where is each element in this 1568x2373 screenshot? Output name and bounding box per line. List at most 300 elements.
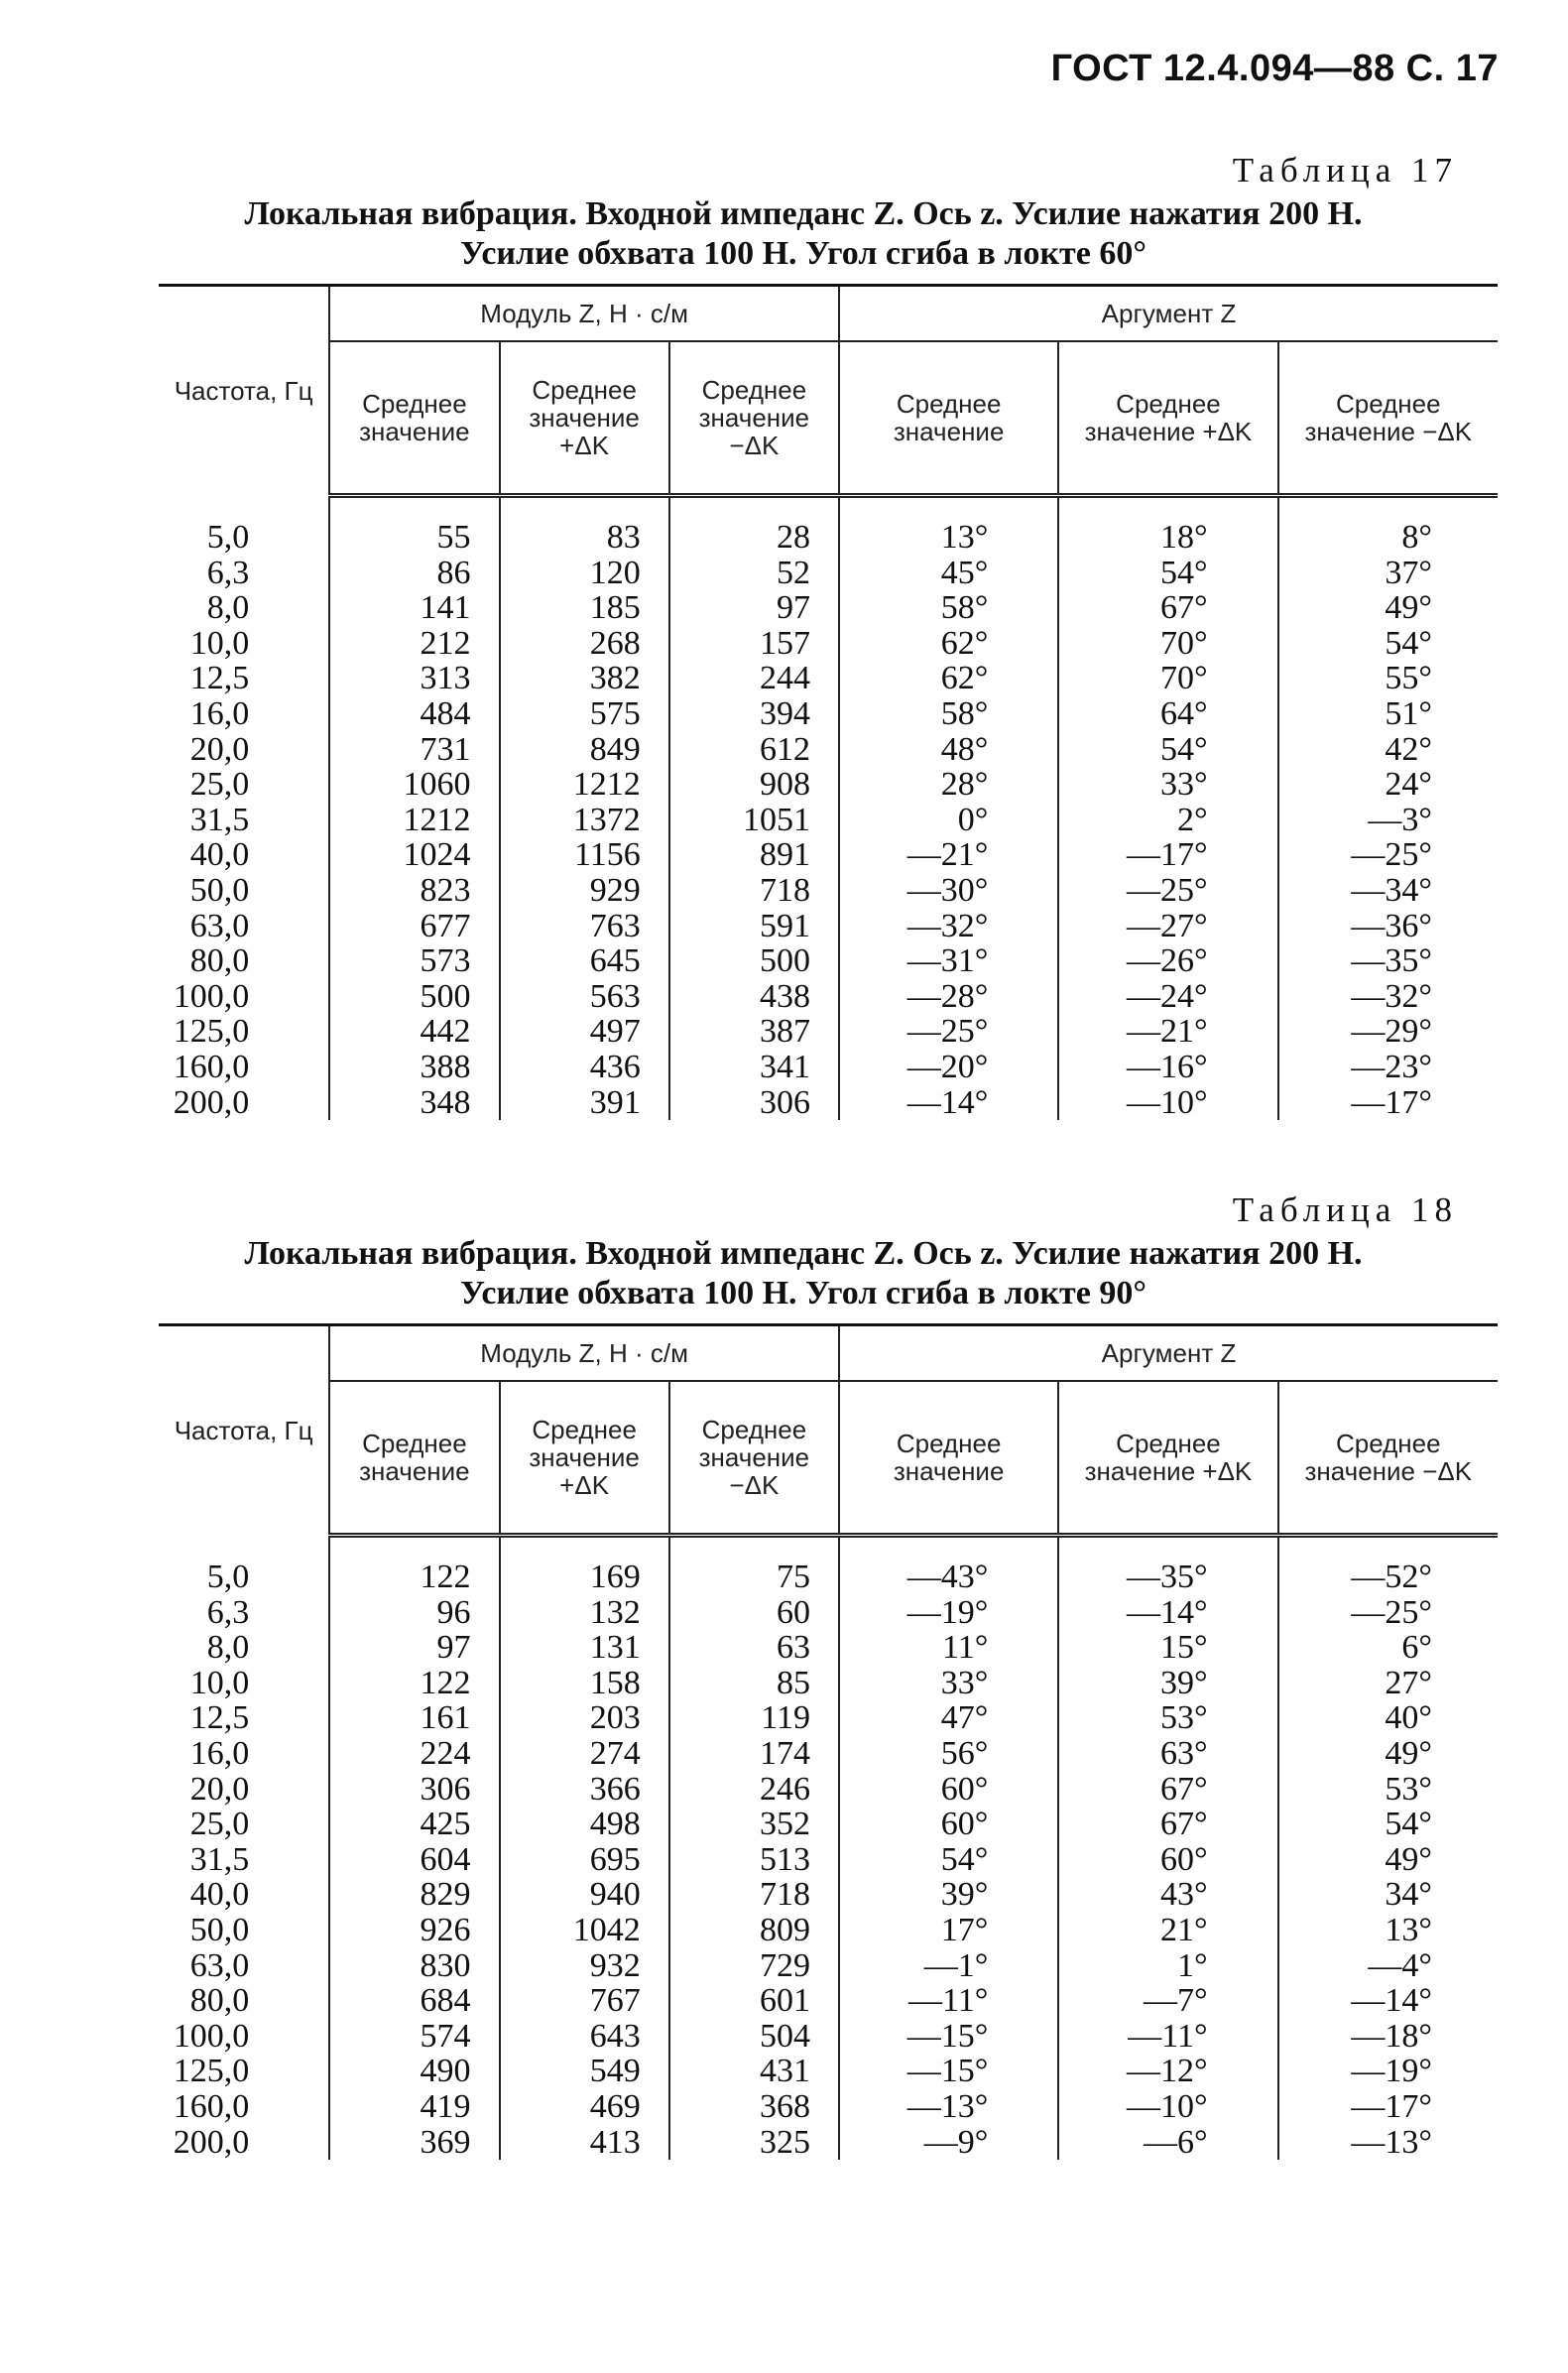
spacer-cell [839, 1536, 1058, 1561]
modulus-cell: 97 [669, 590, 839, 626]
argument-cell: 13° [1385, 1911, 1432, 1948]
modulus-cell: 203 [500, 1700, 669, 1736]
table-row [159, 556, 1498, 591]
frequency-cell: 12,5 [159, 661, 329, 696]
argument-cell: —25° [1351, 1593, 1432, 1631]
modulus-cell: 419 [329, 2089, 499, 2125]
modulus-cell: 645 [500, 943, 669, 979]
argument-cell: —15° [839, 2019, 1058, 2055]
modulus-cell: 1156 [500, 837, 669, 873]
modulus-cell: 695 [500, 1842, 669, 1878]
column-header: Среднее значение [329, 341, 499, 496]
spacer-cell [329, 1536, 499, 1561]
table-title-line: Локальная вибрация. Входной импеданс Z. Ось z. Усилие нажатия 200 Н. [244, 1235, 1363, 1272]
frequency-cell: 10,0 [159, 1666, 329, 1701]
spacer-cell [500, 496, 669, 521]
table-row [159, 520, 1498, 556]
modulus-cell: 549 [500, 2054, 669, 2089]
modulus-cell: 394 [669, 696, 839, 732]
argument-cell: 33° [1058, 767, 1277, 803]
argument-cell: —43° [839, 1560, 1058, 1595]
modulus-cell: 85 [669, 1666, 839, 1701]
modulus-cell: 500 [329, 979, 499, 1015]
argument-cell: —10° [1058, 1085, 1277, 1121]
argument-cell: 60° [839, 1772, 1058, 1808]
spacer-row [159, 496, 1498, 521]
argument-cell: —17° [1351, 1083, 1432, 1121]
argument-cell: 67° [1058, 590, 1277, 626]
frequency-cell: 63,0 [159, 909, 329, 944]
table-label: Таблица 18 [1232, 1190, 1458, 1229]
modulus-cell: 823 [329, 873, 499, 909]
modulus-cell: 174 [669, 1736, 839, 1772]
modulus-cell: 677 [329, 909, 499, 944]
modulus-cell: 185 [500, 590, 669, 626]
modulus-cell: 141 [329, 590, 499, 626]
column-header: Среднее значение +ΔK [500, 341, 669, 496]
modulus-cell: 1060 [329, 767, 499, 803]
argument-cell: —15° [839, 2054, 1058, 2089]
spacer-cell [159, 1536, 329, 1561]
modulus-cell: 274 [500, 1736, 669, 1772]
argument-cell: —24° [1058, 979, 1277, 1015]
table-row [159, 837, 1498, 873]
column-header: Среднее значение +ΔK [1058, 341, 1277, 496]
argument-cell: 54° [1058, 732, 1277, 768]
argument-cell: —27° [1058, 909, 1277, 944]
argument-cell: 24° [1385, 766, 1432, 804]
table-row [159, 1700, 1498, 1736]
modulus-cell: 387 [669, 1014, 839, 1050]
table-body [159, 1536, 1498, 2161]
modulus-header: Модуль Z, Н · с/м [329, 286, 839, 342]
argument-cell: 53° [1058, 1700, 1277, 1736]
modulus-cell: 718 [669, 873, 839, 909]
table-body [159, 496, 1498, 1121]
argument-cell: 58° [839, 590, 1058, 626]
argument-cell: —11° [1058, 2019, 1277, 2055]
argument-cell: 67° [1058, 1807, 1277, 1842]
table-row [159, 2019, 1498, 2055]
argument-cell: 34° [1385, 1876, 1432, 1914]
table-row [159, 873, 1498, 909]
frequency-cell: 50,0 [159, 1913, 329, 1948]
modulus-cell: 120 [500, 556, 669, 591]
table-title [159, 194, 1498, 274]
argument-cell: —36° [1351, 907, 1432, 944]
modulus-cell: 161 [329, 1700, 499, 1736]
modulus-cell: 497 [500, 1014, 669, 1050]
frequency-cell: 80,0 [159, 943, 329, 979]
argument-cell: —16° [1058, 1050, 1277, 1085]
modulus-cell: 484 [329, 696, 499, 732]
argument-cell: 58° [839, 696, 1058, 732]
modulus-cell: 469 [500, 2089, 669, 2125]
argument-cell: 2° [1058, 803, 1277, 838]
argument-cell: 8° [1401, 519, 1432, 556]
modulus-cell: 563 [500, 979, 669, 1015]
frequency-cell: 16,0 [159, 696, 329, 732]
table-row [159, 1983, 1498, 2019]
argument-cell: 62° [839, 661, 1058, 696]
table-row [159, 2054, 1498, 2089]
table-label: Таблица 17 [1232, 151, 1458, 189]
modulus-cell: 498 [500, 1807, 669, 1842]
argument-cell: 45° [839, 556, 1058, 591]
argument-cell: —52° [1351, 1559, 1432, 1595]
argument-cell: —7° [1058, 1983, 1277, 2019]
argument-cell: —9° [839, 2125, 1058, 2161]
modulus-cell: 940 [500, 1877, 669, 1913]
frequency-cell: 50,0 [159, 873, 329, 909]
modulus-cell: 436 [500, 1050, 669, 1085]
modulus-cell: 131 [500, 1630, 669, 1666]
table-row [159, 803, 1498, 838]
spacer-cell [669, 496, 839, 521]
modulus-cell: 348 [329, 1085, 499, 1121]
argument-cell: 15° [1058, 1630, 1277, 1666]
table-17-block [159, 149, 1498, 1120]
argument-cell: 63° [1058, 1736, 1277, 1772]
modulus-cell: 929 [500, 873, 669, 909]
data-table [159, 1323, 1498, 2160]
argument-cell: —19° [1351, 2053, 1432, 2090]
argument-cell: 54° [1058, 556, 1277, 591]
modulus-cell: 96 [329, 1595, 499, 1631]
argument-cell: —32° [839, 909, 1058, 944]
spacer-cell [329, 496, 499, 521]
spacer-cell [1278, 496, 1498, 521]
modulus-cell: 575 [500, 696, 669, 732]
argument-cell: 54° [1385, 624, 1432, 662]
frequency-cell: 40,0 [159, 837, 329, 873]
table-row [159, 1595, 1498, 1631]
modulus-cell: 604 [329, 1842, 499, 1878]
argument-cell: 56° [839, 1736, 1058, 1772]
modulus-cell: 932 [500, 1948, 669, 1984]
modulus-cell: 926 [329, 1913, 499, 1948]
argument-cell: 42° [1385, 730, 1432, 768]
modulus-cell: 891 [669, 837, 839, 873]
argument-cell: 13° [839, 520, 1058, 556]
argument-cell: —14° [1058, 1595, 1277, 1631]
table-row [159, 979, 1498, 1015]
modulus-cell: 341 [669, 1050, 839, 1085]
modulus-cell: 352 [669, 1807, 839, 1842]
table-title-line: Усилие обхвата 100 Н. Угол сгиба в локте 90° [460, 1275, 1146, 1311]
frequency-cell: 8,0 [159, 1630, 329, 1666]
argument-cell: 6° [1401, 1629, 1432, 1667]
modulus-cell: 1212 [500, 767, 669, 803]
argument-cell: 55° [1385, 660, 1432, 697]
argument-header: Аргумент Z [839, 1325, 1498, 1382]
frequency-header: Частота, Гц [159, 1325, 329, 1536]
modulus-cell: 500 [669, 943, 839, 979]
modulus-cell: 306 [669, 1085, 839, 1121]
argument-cell: —35° [1058, 1560, 1277, 1595]
argument-cell: 70° [1058, 626, 1277, 662]
modulus-cell: 224 [329, 1736, 499, 1772]
table-18-block [159, 1188, 1498, 2160]
argument-cell: —6° [1058, 2125, 1277, 2161]
modulus-cell: 119 [669, 1700, 839, 1736]
data-table [159, 284, 1498, 1120]
argument-cell: —26° [1058, 943, 1277, 979]
frequency-cell: 25,0 [159, 1807, 329, 1842]
table-row [159, 2125, 1498, 2161]
modulus-cell: 612 [669, 732, 839, 768]
modulus-cell: 75 [669, 1560, 839, 1595]
table-row [159, 1772, 1498, 1808]
column-header: Среднее значение −ΔK [669, 341, 839, 496]
argument-cell: 17° [839, 1913, 1058, 1948]
table-row [159, 696, 1498, 732]
modulus-cell: 573 [329, 943, 499, 979]
table-row [159, 2089, 1498, 2125]
argument-cell: 0° [839, 803, 1058, 838]
modulus-cell: 829 [329, 1877, 499, 1913]
argument-cell: —30° [839, 873, 1058, 909]
table-row [159, 1877, 1498, 1913]
frequency-cell: 160,0 [159, 1050, 329, 1085]
argument-cell: —25° [1058, 873, 1277, 909]
frequency-cell: 40,0 [159, 1877, 329, 1913]
argument-cell: —21° [1058, 1014, 1277, 1050]
argument-cell: —25° [839, 1014, 1058, 1050]
modulus-cell: 52 [669, 556, 839, 591]
modulus-cell: 442 [329, 1014, 499, 1050]
argument-header: Аргумент Z [839, 286, 1498, 342]
modulus-cell: 122 [329, 1560, 499, 1595]
frequency-cell: 160,0 [159, 2089, 329, 2125]
modulus-cell: 212 [329, 626, 499, 662]
argument-cell: 39° [839, 1877, 1058, 1913]
frequency-header: Частота, Гц [159, 286, 329, 496]
argument-cell: 60° [839, 1807, 1058, 1842]
argument-cell: —21° [839, 837, 1058, 873]
modulus-cell: 158 [500, 1666, 669, 1701]
argument-cell: 54° [839, 1842, 1058, 1878]
table-title [159, 1234, 1498, 1313]
table-row [159, 590, 1498, 626]
modulus-cell: 268 [500, 626, 669, 662]
argument-cell: 60° [1058, 1842, 1277, 1878]
table-row [159, 1736, 1498, 1772]
argument-cell: 64° [1058, 696, 1277, 732]
argument-cell: 28° [839, 767, 1058, 803]
argument-cell: 53° [1385, 1770, 1432, 1808]
frequency-cell: 16,0 [159, 1736, 329, 1772]
spacer-cell [159, 496, 329, 521]
modulus-cell: 366 [500, 1772, 669, 1808]
modulus-cell: 86 [329, 556, 499, 591]
argument-cell: —20° [839, 1050, 1058, 1085]
modulus-cell: 591 [669, 909, 839, 944]
modulus-cell: 425 [329, 1807, 499, 1842]
argument-cell: 47° [839, 1700, 1058, 1736]
frequency-cell: 63,0 [159, 1948, 329, 1984]
argument-cell: 49° [1385, 1734, 1432, 1772]
frequency-cell: 10,0 [159, 626, 329, 662]
column-header: Среднее значение [839, 1381, 1058, 1536]
argument-cell: 39° [1058, 1666, 1277, 1701]
modulus-cell: 169 [500, 1560, 669, 1595]
spacer-row [159, 1536, 1498, 1561]
argument-cell: —4° [1368, 1946, 1432, 1984]
argument-cell: 21° [1058, 1913, 1277, 1948]
argument-cell: 49° [1385, 589, 1432, 627]
column-header: Среднее значение −ΔK [1278, 1381, 1498, 1536]
argument-cell: —14° [839, 1085, 1058, 1121]
argument-cell: —10° [1058, 2089, 1277, 2125]
modulus-cell: 643 [500, 2019, 669, 2055]
table-row [159, 767, 1498, 803]
argument-cell: —3° [1368, 801, 1432, 838]
modulus-cell: 431 [669, 2054, 839, 2089]
argument-cell: 1° [1058, 1948, 1277, 1984]
modulus-header: Модуль Z, Н · с/м [329, 1325, 839, 1382]
modulus-cell: 849 [500, 732, 669, 768]
modulus-cell: 490 [329, 2054, 499, 2089]
argument-cell: 18° [1058, 520, 1277, 556]
modulus-cell: 438 [669, 979, 839, 1015]
spacer-cell [1278, 1536, 1498, 1561]
column-header: Среднее значение −ΔK [1278, 341, 1498, 496]
frequency-cell: 20,0 [159, 732, 329, 768]
argument-cell: 54° [1385, 1806, 1432, 1843]
argument-cell: —17° [1058, 837, 1277, 873]
modulus-cell: 513 [669, 1842, 839, 1878]
column-header: Среднее значение [839, 341, 1058, 496]
table-row [159, 1913, 1498, 1948]
modulus-cell: 413 [500, 2125, 669, 2161]
frequency-cell: 6,3 [159, 556, 329, 591]
table-row [159, 732, 1498, 768]
modulus-cell: 830 [329, 1948, 499, 1984]
argument-cell: 37° [1385, 554, 1432, 591]
modulus-cell: 601 [669, 1983, 839, 2019]
frequency-cell: 6,3 [159, 1595, 329, 1631]
modulus-cell: 1212 [329, 803, 499, 838]
modulus-cell: 731 [329, 732, 499, 768]
spacer-cell [1058, 496, 1277, 521]
frequency-cell: 125,0 [159, 1014, 329, 1050]
argument-cell: 70° [1058, 661, 1277, 696]
modulus-cell: 369 [329, 2125, 499, 2161]
page-header: ГОСТ 12.4.094—88 С. 17 [1050, 48, 1499, 89]
argument-cell: —25° [1351, 836, 1432, 874]
spacer-cell [1058, 1536, 1277, 1561]
modulus-cell: 246 [669, 1772, 839, 1808]
modulus-cell: 122 [329, 1666, 499, 1701]
modulus-cell: 574 [329, 2019, 499, 2055]
argument-cell: 67° [1058, 1772, 1277, 1808]
modulus-cell: 391 [500, 1085, 669, 1121]
frequency-cell: 100,0 [159, 2019, 329, 2055]
modulus-cell: 368 [669, 2089, 839, 2125]
table-row [159, 626, 1498, 662]
frequency-cell: 100,0 [159, 979, 329, 1015]
argument-cell: 33° [839, 1666, 1058, 1701]
table-title-line: Усилие обхвата 100 Н. Угол сгиба в локте 60° [460, 235, 1146, 272]
modulus-cell: 325 [669, 2125, 839, 2161]
spacer-cell [669, 1536, 839, 1561]
modulus-cell: 908 [669, 767, 839, 803]
argument-cell: —31° [839, 943, 1058, 979]
table-row [159, 1560, 1498, 1595]
argument-cell: 49° [1385, 1840, 1432, 1878]
frequency-cell: 31,5 [159, 1842, 329, 1878]
modulus-cell: 63 [669, 1630, 839, 1666]
argument-cell: 51° [1385, 694, 1432, 732]
table-row [159, 1948, 1498, 1984]
modulus-cell: 718 [669, 1877, 839, 1913]
modulus-cell: 83 [500, 520, 669, 556]
column-header: Среднее значение −ΔK [669, 1381, 839, 1536]
modulus-cell: 767 [500, 1983, 669, 2019]
table-row [159, 1014, 1498, 1050]
table-row [159, 1085, 1498, 1121]
argument-cell: 43° [1058, 1877, 1277, 1913]
modulus-cell: 313 [329, 661, 499, 696]
modulus-cell: 306 [329, 1772, 499, 1808]
argument-cell: —23° [1351, 1048, 1432, 1085]
modulus-cell: 729 [669, 1948, 839, 1984]
table-row [159, 1807, 1498, 1842]
argument-cell: —32° [1351, 977, 1432, 1015]
frequency-cell: 5,0 [159, 1560, 329, 1595]
argument-cell: —34° [1351, 871, 1432, 909]
table-row [159, 943, 1498, 979]
argument-cell: —11° [839, 1983, 1058, 2019]
frequency-cell: 20,0 [159, 1772, 329, 1808]
modulus-cell: 684 [329, 1983, 499, 2019]
argument-cell: 40° [1385, 1699, 1432, 1737]
argument-cell: —29° [1351, 1013, 1432, 1051]
table-row [159, 909, 1498, 944]
column-header: Среднее значение +ΔK [1058, 1381, 1277, 1536]
table-row [159, 1666, 1498, 1701]
argument-cell: 11° [839, 1630, 1058, 1666]
frequency-cell: 200,0 [159, 2125, 329, 2161]
column-header: Среднее значение +ΔK [500, 1381, 669, 1536]
modulus-cell: 97 [329, 1630, 499, 1666]
argument-cell: 27° [1385, 1664, 1432, 1701]
table-row [159, 1050, 1498, 1085]
frequency-cell: 80,0 [159, 1983, 329, 2019]
modulus-cell: 382 [500, 661, 669, 696]
argument-cell: —12° [1058, 2054, 1277, 2089]
modulus-cell: 55 [329, 520, 499, 556]
argument-cell: 62° [839, 626, 1058, 662]
argument-cell: —18° [1351, 2017, 1432, 2055]
modulus-cell: 809 [669, 1913, 839, 1948]
column-header: Среднее значение [329, 1381, 499, 1536]
frequency-cell: 12,5 [159, 1700, 329, 1736]
modulus-cell: 1024 [329, 837, 499, 873]
frequency-cell: 125,0 [159, 2054, 329, 2089]
table-row [159, 1842, 1498, 1878]
modulus-cell: 1372 [500, 803, 669, 838]
table-title-line: Локальная вибрация. Входной импеданс Z. Ось z. Усилие нажатия 200 Н. [244, 195, 1363, 232]
modulus-cell: 60 [669, 1595, 839, 1631]
argument-cell: —13° [1351, 2123, 1432, 2161]
argument-cell: —28° [839, 979, 1058, 1015]
modulus-cell: 157 [669, 626, 839, 662]
frequency-cell: 5,0 [159, 520, 329, 556]
table-row [159, 1630, 1498, 1666]
modulus-cell: 1051 [669, 803, 839, 838]
